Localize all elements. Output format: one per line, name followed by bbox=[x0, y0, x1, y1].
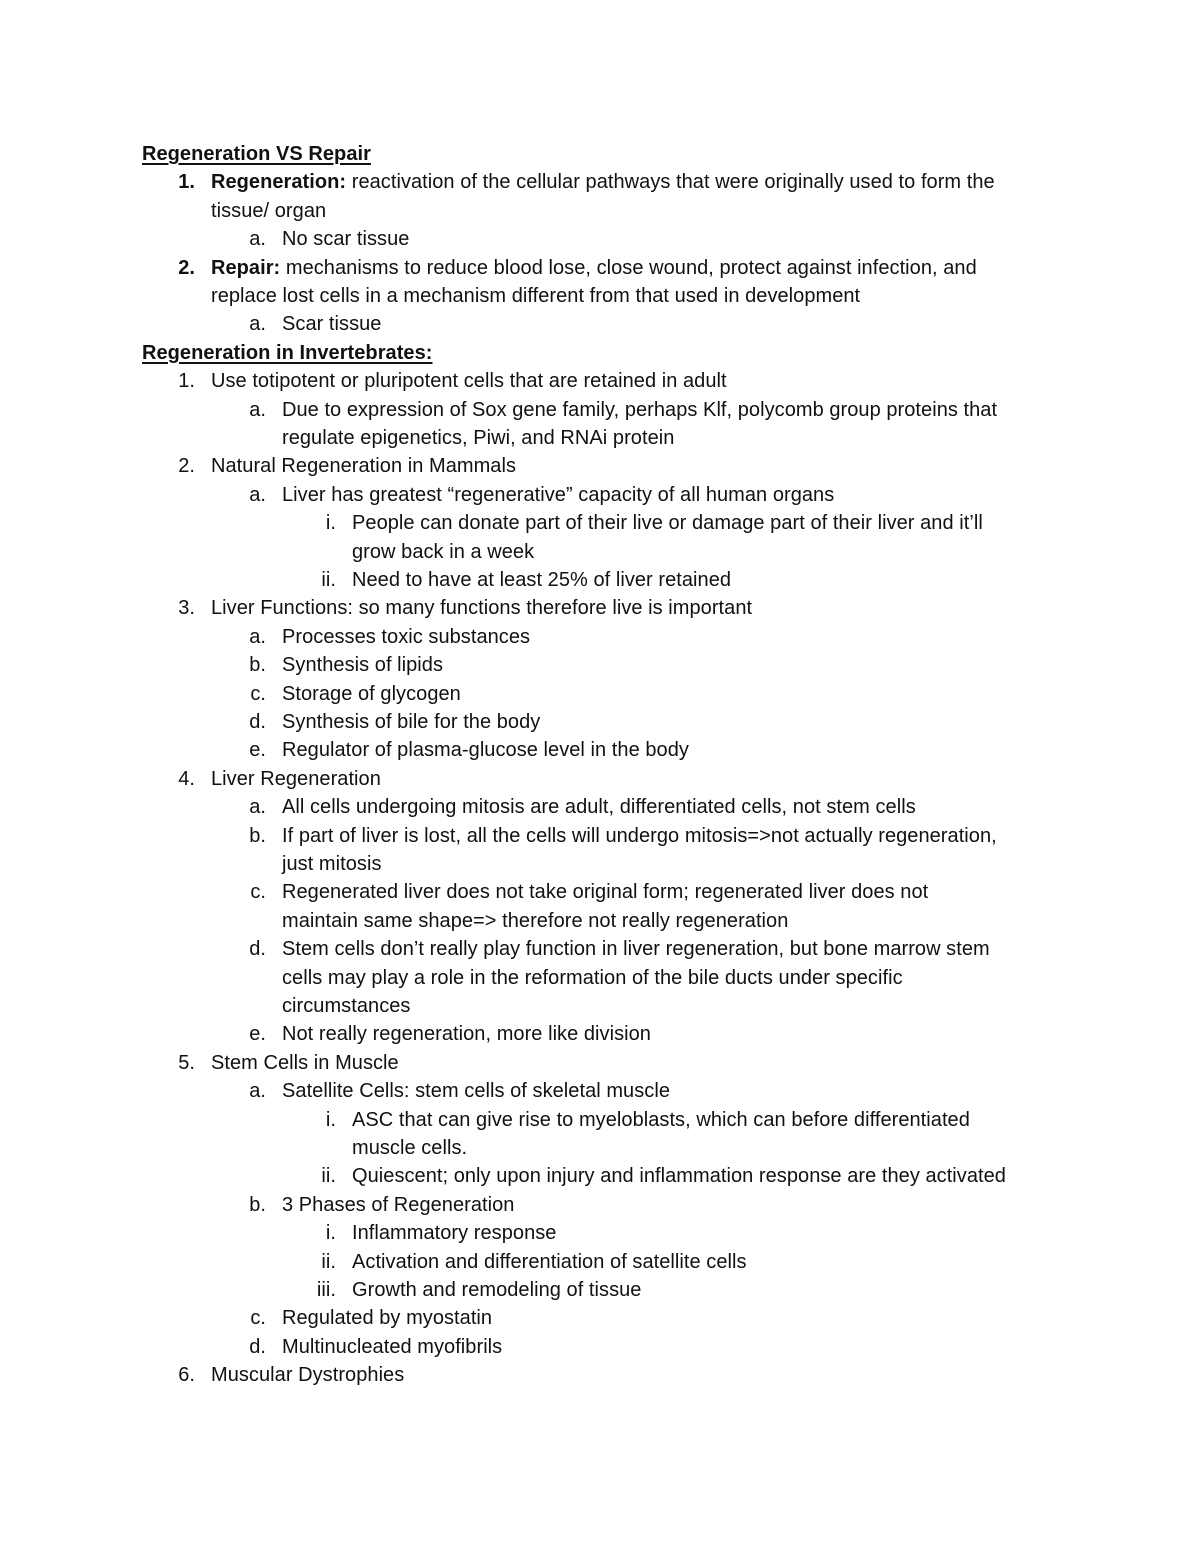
sub-list-item bbox=[249, 935, 990, 963]
sub-sub-list-item bbox=[321, 1162, 1006, 1190]
list-item bbox=[211, 197, 326, 225]
sub-list-item bbox=[250, 680, 461, 708]
sub-list-item bbox=[282, 850, 382, 878]
sub-sub-list-item bbox=[352, 1134, 467, 1162]
item-text: tissue/ organ bbox=[211, 199, 327, 222]
item-text: mechanisms to reduce blood lose, close wound, protect against infection, and bbox=[280, 256, 977, 279]
list-marker: i. bbox=[325, 1108, 336, 1131]
sub-list-item bbox=[282, 992, 410, 1020]
item-text: Liver Regeneration bbox=[211, 767, 381, 790]
sub-list-item bbox=[249, 793, 916, 821]
list-item bbox=[178, 168, 995, 196]
list-item bbox=[178, 765, 381, 793]
list-marker: c. bbox=[250, 682, 266, 705]
sub-list-item bbox=[249, 623, 531, 651]
list-marker: b. bbox=[249, 824, 266, 847]
sub-list-item bbox=[249, 481, 835, 509]
list-marker: d. bbox=[249, 711, 266, 733]
item-text: Stem Cells in Muscle bbox=[211, 1051, 399, 1074]
list-marker: 4. bbox=[178, 767, 195, 790]
item-text: 3 Phases of Regeneration bbox=[282, 1193, 515, 1216]
sub-sub-list-item bbox=[321, 566, 732, 594]
list-marker: a. bbox=[249, 796, 266, 819]
item-text: maintain same shape=> therefore not really regeneration bbox=[282, 909, 789, 932]
sub-sub-list-item bbox=[321, 1248, 747, 1276]
list-marker: d. bbox=[249, 938, 266, 961]
item-text: Multinucleated myofibrils bbox=[282, 1335, 503, 1358]
item-text: circumstances bbox=[282, 995, 411, 1017]
sub-list-item bbox=[249, 651, 444, 679]
item-text: just mitosis bbox=[282, 853, 382, 875]
list-item bbox=[211, 282, 860, 310]
item-text: All cells undergoing mitosis are adult, differentiated cells, not stem cells bbox=[282, 796, 916, 819]
sub-list-item bbox=[249, 225, 410, 253]
sub-list-item bbox=[282, 424, 674, 452]
list-marker: d. bbox=[249, 1335, 266, 1358]
item-text: Activation and differentiation of satellite cells bbox=[352, 1250, 747, 1273]
list-marker: iii. bbox=[316, 1279, 336, 1301]
sub-list-item bbox=[282, 907, 788, 935]
list-marker: e. bbox=[249, 739, 266, 762]
list-marker: 2. bbox=[178, 256, 195, 279]
item-text: Use totipotent or pluripotent cells that are retained in adult bbox=[211, 370, 727, 393]
list-marker: a. bbox=[249, 1080, 266, 1103]
item-text: reactivation of the cellular pathways that were originally used to form the bbox=[346, 171, 995, 194]
list-marker: a. bbox=[249, 398, 266, 421]
item-text: Liver has greatest “regenerative” capacity of all human organs bbox=[282, 483, 835, 506]
item-text: grow back in a week bbox=[352, 540, 535, 563]
sub-list-item bbox=[249, 396, 998, 424]
list-item bbox=[178, 254, 977, 282]
item-text: Need to have at least 25% of liver retained bbox=[352, 569, 732, 591]
item-text: Synthesis of bile for the body bbox=[282, 711, 541, 733]
list-item bbox=[178, 1049, 399, 1077]
list-marker: 5. bbox=[178, 1051, 195, 1074]
sub-list-item bbox=[249, 310, 382, 338]
item-text: Regulator of plasma-glucose level in the body bbox=[282, 739, 689, 762]
sub-list-item bbox=[249, 1020, 651, 1048]
item-text: Natural Regeneration in Mammals bbox=[211, 455, 517, 478]
sub-list-item bbox=[249, 1333, 503, 1361]
list-marker: b. bbox=[249, 654, 266, 677]
sub-list-item bbox=[249, 1191, 515, 1219]
sub-sub-list-item bbox=[325, 1106, 970, 1134]
item-text: Not really regeneration, more like division bbox=[282, 1023, 651, 1046]
list-item bbox=[178, 1361, 405, 1389]
list-item bbox=[178, 367, 727, 395]
list-marker: ii. bbox=[321, 1165, 336, 1188]
section-heading: Regeneration VS Repair bbox=[142, 143, 371, 165]
item-text: No scar tissue bbox=[282, 228, 410, 251]
list-marker: 1. bbox=[178, 171, 195, 194]
item-text: replace lost cells in a mechanism different from that used in development bbox=[211, 285, 861, 307]
list-marker: ii. bbox=[321, 1250, 336, 1273]
section-heading: Regeneration in Invertebrates: bbox=[142, 341, 433, 364]
list-item bbox=[178, 594, 753, 622]
sub-list-item bbox=[249, 736, 689, 764]
sub-sub-list-item bbox=[352, 538, 534, 566]
item-text: Stem cells don’t really play function in liver regeneration, but bone marrow stem bbox=[282, 938, 990, 961]
item-text: Processes toxic substances bbox=[282, 625, 531, 648]
list-marker: e. bbox=[249, 1023, 266, 1046]
list-marker: a. bbox=[249, 483, 266, 506]
item-text: People can donate part of their live or damage part of their liver and it’ll bbox=[352, 512, 983, 535]
item-text: Satellite Cells: stem cells of skeletal muscle bbox=[282, 1080, 670, 1103]
item-text: Scar tissue bbox=[282, 313, 382, 336]
item-text: ASC that can give rise to myeloblasts, which can before differentiated bbox=[352, 1108, 970, 1131]
sub-list-item bbox=[250, 1304, 493, 1332]
sub-list-item bbox=[249, 822, 997, 850]
list-marker: 2. bbox=[178, 455, 195, 478]
list-marker: a. bbox=[249, 228, 266, 251]
list-marker: a. bbox=[249, 625, 266, 648]
list-marker: a. bbox=[249, 313, 266, 336]
item-text: Growth and remodeling of tissue bbox=[352, 1279, 642, 1301]
item-text: regulate epigenetics, Piwi, and RNAi protein bbox=[282, 427, 675, 449]
item-text: Liver Functions: so many functions therefore live is important bbox=[211, 597, 753, 620]
list-marker: 1. bbox=[178, 370, 195, 393]
sub-list-item bbox=[282, 964, 903, 992]
item-text: Quiescent; only upon injury and inflammation response are they activated bbox=[352, 1165, 1006, 1188]
item-text: cells may play a role in the reformation of the bile ducts under specific bbox=[282, 966, 903, 989]
term-label: Repair: bbox=[211, 256, 281, 279]
list-marker: 3. bbox=[178, 597, 195, 620]
sub-list-item bbox=[249, 1077, 670, 1105]
sub-list-item bbox=[250, 878, 929, 906]
list-marker: ii. bbox=[321, 569, 336, 591]
sub-list-item bbox=[249, 708, 541, 736]
list-marker: i. bbox=[325, 512, 336, 535]
term-label: Regeneration: bbox=[211, 171, 347, 194]
list-marker: c. bbox=[250, 881, 266, 904]
list-marker: b. bbox=[249, 1193, 266, 1216]
item-text: Muscular Dystrophies bbox=[211, 1364, 405, 1387]
list-item bbox=[178, 452, 517, 480]
item-text: Synthesis of lipids bbox=[282, 654, 444, 677]
item-text: muscle cells. bbox=[352, 1137, 468, 1159]
item-text: Due to expression of Sox gene family, perhaps Klf, polycomb group proteins that bbox=[282, 398, 998, 421]
sub-sub-list-item bbox=[316, 1276, 642, 1304]
item-text: Inflammatory response bbox=[352, 1222, 557, 1245]
item-text: Regenerated liver does not take original form; regenerated liver does not bbox=[282, 881, 929, 904]
list-marker: c. bbox=[250, 1307, 266, 1330]
sub-sub-list-item bbox=[325, 1219, 557, 1247]
list-marker: i. bbox=[325, 1222, 336, 1245]
sub-sub-list-item bbox=[325, 509, 983, 537]
list-marker: 6. bbox=[178, 1364, 195, 1387]
item-text: Storage of glycogen bbox=[282, 682, 461, 705]
item-text: Regulated by myostatin bbox=[282, 1307, 493, 1330]
item-text: If part of liver is lost, all the cells will undergo mitosis=>not actually regeneration, bbox=[282, 824, 997, 847]
